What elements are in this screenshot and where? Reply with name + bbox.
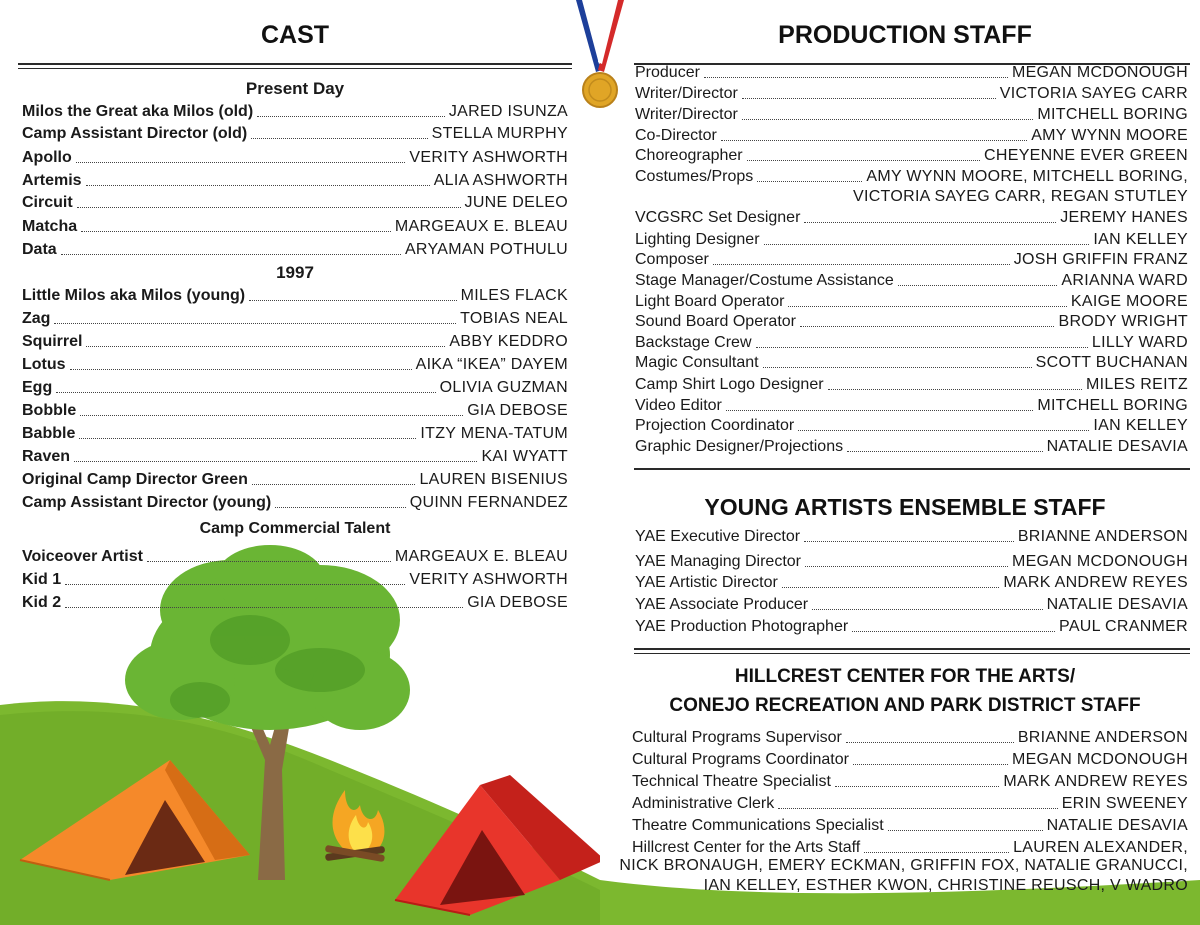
staff-row: Lighting Designer IAN KELLEY [635, 231, 1188, 248]
cast-row: Camp Assistant Director (old) STELLA MURPHY [22, 125, 568, 142]
section-heading-commercial: Camp Commercial Talent [199, 520, 391, 537]
cast-title-rule [18, 63, 572, 65]
staff-row: Video Editor MITCHELL BORING [635, 397, 1188, 414]
cast-row: Voiceover Artist MARGEAUX E. BLEAU [22, 548, 568, 565]
hillcrest-top-rule [634, 648, 1190, 650]
cast-row: Camp Assistant Director (young) QUINN FERNANDEZ [22, 494, 568, 511]
cast-title: CAST [260, 21, 330, 49]
hillcrest-staff-continuation-2: IAN KELLEY, ESTHER KWON, CHRISTINE REUSCH, V WADRO [703, 877, 1188, 894]
staff-row: Administrative Clerk ERIN SWEENEY [632, 795, 1188, 812]
cast-row: Lotus AIKA “IKEA” DAYEM [22, 356, 568, 373]
staff-row: Stage Manager/Costume Assistance ARIANNA WARD [635, 272, 1188, 289]
staff-row: Light Board Operator KAIGE MOORE [635, 293, 1188, 310]
staff-row: Hillcrest Center for the Arts Staff LAUREN ALEXANDER, [632, 839, 1188, 856]
staff-row: Co-Director AMY WYNN MOORE [635, 127, 1188, 144]
staff-row: Sound Board Operator BRODY WRIGHT [635, 313, 1188, 330]
yae-staff-title: YOUNG ARTISTS ENSEMBLE STAFF [704, 494, 1106, 520]
cast-row: Egg OLIVIA GUZMAN [22, 379, 568, 396]
staff-row: Magic Consultant SCOTT BUCHANAN [635, 354, 1188, 371]
section-heading-present-day: Present Day [245, 79, 345, 98]
cast-row: Little Milos aka Milos (young) MILES FLACK [22, 287, 568, 304]
staff-row: Writer/Director MITCHELL BORING [635, 106, 1188, 123]
cast-row: Babble ITZY MENA-TATUM [22, 425, 568, 442]
cast-row: Artemis ALIA ASHWORTH [22, 172, 568, 189]
staff-row: Costumes/Props AMY WYNN MOORE, MITCHELL BORING, [635, 168, 1188, 185]
cast-row: Squirrel ABBY KEDDRO [22, 333, 568, 350]
hillcrest-title-line1: HILLCREST CENTER FOR THE ARTS/ [734, 666, 1076, 687]
staff-row: Graphic Designer/Projections NATALIE DESAVIA [635, 438, 1188, 455]
staff-row: Theatre Communications Specialist NATALIE DESAVIA [632, 817, 1188, 834]
cast-row: Kid 2 GIA DEBOSE [22, 594, 568, 611]
staff-row: Writer/Director VICTORIA SAYEG CARR [635, 85, 1188, 102]
staff-row: Cultural Programs Supervisor BRIANNE ANDERSON [632, 729, 1188, 746]
cast-row: Zag TOBIAS NEAL [22, 310, 568, 327]
staff-row: VCGSRC Set Designer JEREMY HANES [635, 209, 1188, 226]
cast-row: Bobble GIA DEBOSE [22, 402, 568, 419]
cast-row: Circuit JUNE DELEO [22, 194, 568, 211]
hillcrest-top-rule-thin [634, 653, 1190, 654]
production-staff-title: PRODUCTION STAFF [778, 21, 1032, 49]
staff-row: Producer MEGAN MCDONOUGH [635, 64, 1188, 81]
cast-row: Kid 1 VERITY ASHWORTH [22, 571, 568, 588]
staff-row: YAE Managing Director MEGAN MCDONOUGH [635, 553, 1188, 570]
hillcrest-title-line2: CONEJO RECREATION AND PARK DISTRICT STAFF [669, 695, 1141, 716]
staff-row: YAE Associate Producer NATALIE DESAVIA [635, 596, 1188, 613]
staff-row: Choreographer CHEYENNE EVER GREEN [635, 147, 1188, 164]
cast-row: Apollo VERITY ASHWORTH [22, 149, 568, 166]
staff-row: Cultural Programs Coordinator MEGAN MCDONOUGH [632, 751, 1188, 768]
costumes-continuation: VICTORIA SAYEG CARR, REGAN STUTLEY [852, 188, 1188, 205]
section-heading-1997: 1997 [276, 263, 314, 282]
cast-row: Data ARYAMAN POTHULU [22, 241, 568, 258]
staff-row: Camp Shirt Logo Designer MILES REITZ [635, 376, 1188, 393]
cast-title-rule-thin [18, 68, 572, 69]
staff-row: Technical Theatre Specialist MARK ANDREW REYES [632, 773, 1188, 790]
staff-row: YAE Artistic Director MARK ANDREW REYES [635, 574, 1188, 591]
staff-row: YAE Executive Director BRIANNE ANDERSON [635, 528, 1188, 545]
cast-row: Original Camp Director Green LAUREN BISENIUS [22, 471, 568, 488]
staff-row: Composer JOSH GRIFFIN FRANZ [635, 251, 1188, 268]
staff-page [600, 0, 1200, 925]
cast-row: Milos the Great aka Milos (old) JARED ISUNZA [22, 103, 568, 120]
staff-row: YAE Production Photographer PAUL CRANMER [635, 618, 1188, 635]
yae-top-rule [634, 468, 1190, 470]
staff-row: Backstage Crew LILLY WARD [635, 334, 1188, 351]
hillcrest-staff-continuation-1: NICK BRONAUGH, EMERY ECKMAN, GRIFFIN FOX, NATALIE GRANUCCI, [619, 857, 1188, 874]
staff-row: Projection Coordinator IAN KELLEY [635, 417, 1188, 434]
cast-row: Matcha MARGEAUX E. BLEAU [22, 218, 568, 235]
cast-row: Raven KAI WYATT [22, 448, 568, 465]
